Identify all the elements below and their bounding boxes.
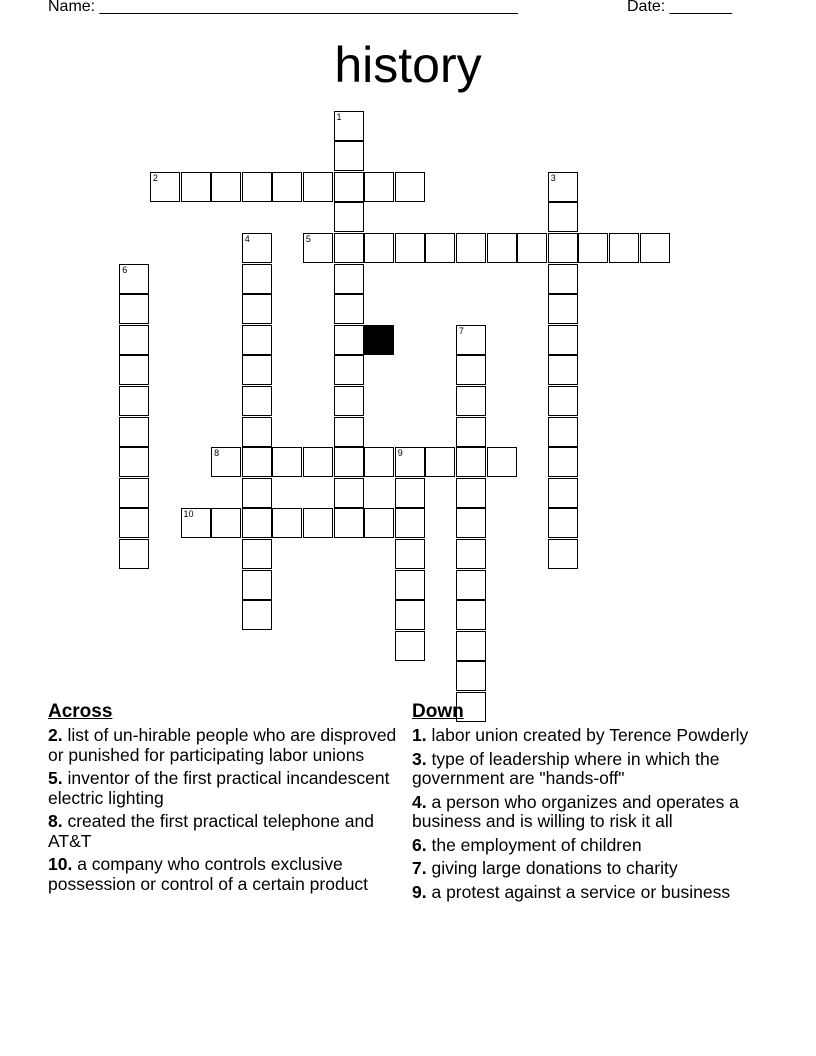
grid-cell[interactable] bbox=[334, 478, 364, 508]
grid-cell[interactable] bbox=[334, 294, 364, 324]
grid-cell[interactable] bbox=[548, 294, 578, 324]
grid-cell[interactable] bbox=[456, 417, 486, 447]
grid-cell[interactable] bbox=[119, 417, 149, 447]
grid-cell[interactable] bbox=[242, 447, 272, 477]
grid-cell[interactable] bbox=[425, 233, 455, 263]
grid-cell[interactable] bbox=[456, 570, 486, 600]
grid-cell[interactable] bbox=[364, 233, 394, 263]
grid-cell[interactable] bbox=[334, 141, 364, 171]
grid-cell[interactable] bbox=[211, 447, 241, 477]
grid-cell[interactable] bbox=[119, 294, 149, 324]
grid-cell[interactable] bbox=[548, 478, 578, 508]
grid-cell[interactable] bbox=[548, 539, 578, 569]
grid-cell[interactable] bbox=[456, 325, 486, 355]
down-clue: 3. type of leadership where in which the government are "hands-off" bbox=[412, 748, 720, 788]
grid-cell[interactable] bbox=[425, 447, 455, 477]
grid-cell[interactable] bbox=[456, 600, 486, 630]
grid-cell[interactable] bbox=[242, 325, 272, 355]
grid-cell[interactable] bbox=[578, 233, 608, 263]
grid-cell[interactable] bbox=[487, 447, 517, 477]
grid-block bbox=[364, 325, 394, 355]
grid-cell[interactable] bbox=[487, 233, 517, 263]
grid-cell[interactable] bbox=[119, 539, 149, 569]
grid-cell[interactable] bbox=[272, 447, 302, 477]
grid-cell[interactable] bbox=[548, 172, 578, 202]
grid-cell[interactable] bbox=[395, 478, 425, 508]
grid-cell[interactable] bbox=[334, 325, 364, 355]
grid-cell[interactable] bbox=[395, 172, 425, 202]
grid-cell[interactable] bbox=[334, 355, 364, 385]
down-clue: 4. a person who organizes and operates a business and is willing to risk it all bbox=[412, 791, 739, 831]
grid-cell[interactable] bbox=[303, 508, 333, 538]
grid-cell[interactable] bbox=[364, 508, 394, 538]
grid-cell[interactable] bbox=[119, 478, 149, 508]
grid-cell[interactable] bbox=[303, 447, 333, 477]
grid-cell[interactable] bbox=[242, 600, 272, 630]
grid-cell[interactable] bbox=[242, 386, 272, 416]
clue-number: 8 bbox=[214, 448, 220, 459]
clue-number: 10 bbox=[183, 509, 194, 520]
grid-cell[interactable] bbox=[303, 233, 333, 263]
grid-cell[interactable] bbox=[119, 447, 149, 477]
grid-cell[interactable] bbox=[456, 478, 486, 508]
grid-cell[interactable] bbox=[242, 539, 272, 569]
down-clues bbox=[412, 700, 762, 906]
grid-cell[interactable] bbox=[181, 508, 211, 538]
grid-cell[interactable] bbox=[119, 264, 149, 294]
grid-cell[interactable] bbox=[548, 508, 578, 538]
clue-number: 5 bbox=[305, 234, 311, 244]
down-clue: 9. a protest against a service or business bbox=[412, 881, 731, 902]
grid-cell[interactable] bbox=[334, 111, 364, 141]
clue-number: 3 bbox=[550, 172, 556, 183]
grid-cell[interactable] bbox=[640, 233, 670, 263]
grid-cell[interactable] bbox=[242, 417, 272, 447]
grid-cell[interactable] bbox=[334, 386, 364, 416]
grid-cell[interactable] bbox=[395, 447, 425, 477]
grid-cell[interactable] bbox=[548, 264, 578, 294]
grid-cell[interactable] bbox=[456, 233, 486, 263]
grid-cell[interactable] bbox=[548, 325, 578, 355]
grid-cell[interactable] bbox=[242, 294, 272, 324]
grid-cell[interactable] bbox=[334, 202, 364, 232]
grid-cell[interactable] bbox=[456, 539, 486, 569]
grid-cell[interactable] bbox=[303, 172, 333, 202]
grid-cell[interactable] bbox=[334, 264, 364, 294]
across-clue: 10. a company who controls exclusive possession or control of a certain product bbox=[48, 854, 369, 894]
grid-cell[interactable] bbox=[548, 447, 578, 477]
grid-cell[interactable] bbox=[242, 478, 272, 508]
grid-cell[interactable] bbox=[395, 508, 425, 538]
grid-cell[interactable] bbox=[119, 355, 149, 385]
grid-cell[interactable] bbox=[456, 631, 486, 661]
across-clue: 2. list of un-hirable people who are disproved or punished for participating labor unions bbox=[48, 725, 397, 765]
grid-cell[interactable] bbox=[242, 172, 272, 202]
clue-number: 6 bbox=[122, 264, 128, 275]
page-title: history bbox=[334, 37, 482, 93]
grid-cell[interactable] bbox=[272, 172, 302, 202]
grid-cell[interactable] bbox=[548, 417, 578, 447]
grid-cell[interactable] bbox=[517, 233, 547, 263]
clue-number: 9 bbox=[397, 448, 403, 459]
grid-cell[interactable] bbox=[548, 202, 578, 232]
grid-cell[interactable] bbox=[395, 539, 425, 569]
grid-cell[interactable] bbox=[334, 447, 364, 477]
clue-number: 2 bbox=[152, 172, 158, 183]
clue-number: 1 bbox=[336, 111, 342, 122]
across-clue: 5. inventor of the first practical incandescent electric lighting bbox=[48, 768, 390, 808]
down-clue: 6. the employment of children bbox=[412, 834, 642, 855]
grid-cell[interactable] bbox=[334, 508, 364, 538]
grid-cell[interactable] bbox=[364, 447, 394, 477]
clue-number: 4 bbox=[244, 234, 250, 244]
grid-cell[interactable] bbox=[456, 661, 486, 691]
grid-cell[interactable] bbox=[395, 600, 425, 630]
across-clue: 8. created the first practical telephone and AT&T bbox=[48, 811, 374, 851]
down-heading: Down bbox=[412, 701, 464, 722]
grid-cell[interactable] bbox=[211, 508, 241, 538]
clue-number: 7 bbox=[458, 325, 464, 336]
grid-cell[interactable] bbox=[119, 508, 149, 538]
grid-cell[interactable] bbox=[334, 417, 364, 447]
grid-cell[interactable] bbox=[272, 508, 302, 538]
grid-cell[interactable] bbox=[242, 570, 272, 600]
date-field-line: Date: _______ bbox=[627, 0, 732, 15]
grid-cell[interactable] bbox=[242, 233, 272, 263]
down-clue: 1. labor union created by Terence Powderly bbox=[412, 725, 749, 745]
grid-cell[interactable] bbox=[364, 172, 394, 202]
grid-cell[interactable] bbox=[242, 264, 272, 294]
grid-cell[interactable] bbox=[456, 447, 486, 477]
grid-cell[interactable] bbox=[395, 570, 425, 600]
grid-cell[interactable] bbox=[548, 355, 578, 385]
grid-cell[interactable] bbox=[395, 233, 425, 263]
grid-cell[interactable] bbox=[334, 233, 364, 263]
grid-cell[interactable] bbox=[242, 355, 272, 385]
across-clues bbox=[48, 700, 398, 898]
grid-cell[interactable] bbox=[456, 355, 486, 385]
grid-cell[interactable] bbox=[211, 172, 241, 202]
grid-cell[interactable] bbox=[181, 172, 211, 202]
grid-cell[interactable] bbox=[119, 386, 149, 416]
grid-cell[interactable] bbox=[548, 233, 578, 263]
name-field-line: Name: _______________________________________________ bbox=[48, 0, 518, 15]
down-clue: 7. giving large donations to charity bbox=[412, 858, 678, 878]
grid-cell[interactable] bbox=[609, 233, 639, 263]
grid-cell[interactable] bbox=[395, 631, 425, 661]
grid-cell[interactable] bbox=[150, 172, 180, 202]
grid-cell[interactable] bbox=[456, 386, 486, 416]
grid-cell[interactable] bbox=[242, 508, 272, 538]
grid-cell[interactable] bbox=[119, 325, 149, 355]
grid-cell[interactable] bbox=[548, 386, 578, 416]
grid-cell[interactable] bbox=[456, 508, 486, 538]
across-heading: Across bbox=[48, 701, 113, 722]
grid-cell[interactable] bbox=[334, 172, 364, 202]
